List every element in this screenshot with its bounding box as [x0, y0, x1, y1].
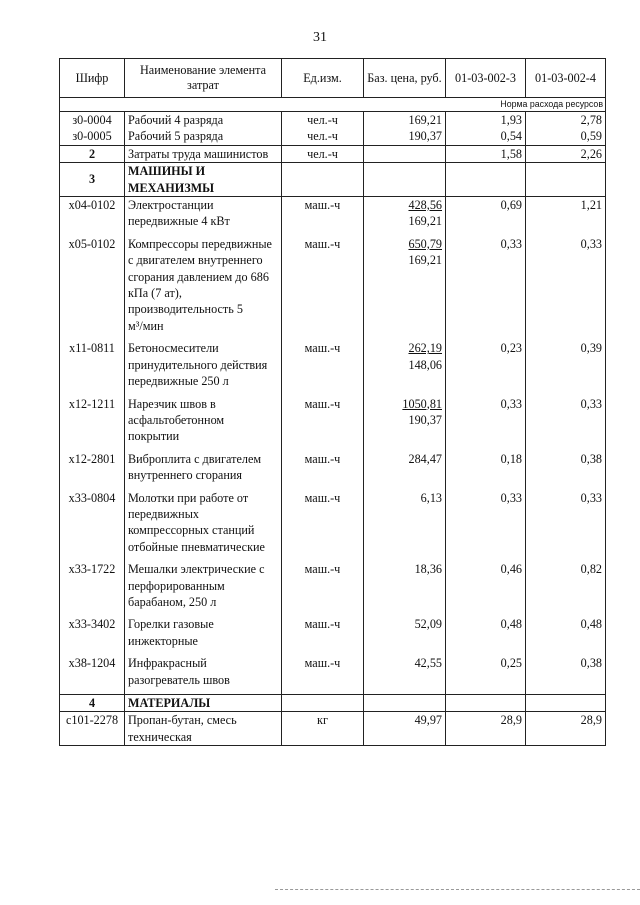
row-unit: чел.-ч [282, 128, 364, 145]
row-name-line: Пропан-бутан, смесь [128, 713, 237, 728]
row-unit: маш.-ч [282, 197, 364, 236]
row-value-1: 0,18 [446, 451, 526, 490]
table-row [60, 128, 606, 145]
row-value-1: 0,23 [446, 340, 526, 395]
row-price-main: 49,97 [414, 713, 442, 728]
row-name-line: покрытии [128, 429, 180, 444]
row-value-1: 0,33 [446, 396, 526, 451]
section-4-unit [282, 695, 364, 712]
section-4-name: МАТЕРИАЛЫ [125, 695, 282, 712]
section-4-value-2 [526, 695, 606, 712]
row-name-line: Электростанции [128, 198, 214, 213]
row-name [125, 490, 282, 562]
row-name-line: передвижные 4 кВт [128, 214, 230, 229]
row-value-1: 0,25 [446, 655, 526, 694]
row-price [364, 340, 446, 395]
section-2-row [60, 145, 606, 162]
row-name: Рабочий 4 разряда [125, 112, 282, 129]
row-value-2: 0,33 [526, 396, 606, 451]
row-price [364, 561, 446, 616]
section-3-value-2 [526, 163, 606, 197]
row-name: Рабочий 5 разряда [125, 128, 282, 145]
row-code: х38-1204 [60, 655, 125, 694]
row-code: х11-0811 [60, 340, 125, 395]
row-price-secondary: 169,21 [408, 253, 442, 268]
row-price [364, 451, 446, 490]
row-price-main: 284,47 [408, 451, 442, 466]
row-name [125, 451, 282, 490]
bottom-divider [275, 889, 640, 890]
row-name-line: асфальтобетонном [128, 412, 225, 427]
row-name [125, 616, 282, 655]
row-name [125, 236, 282, 340]
row-name-line: производительность 5 [128, 302, 243, 317]
row-name-line: кПа (7 ат), [128, 286, 182, 301]
row-unit: маш.-ч [282, 561, 364, 616]
row-code: х12-2801 [60, 451, 125, 490]
row-name-line: м³/мин [128, 318, 164, 333]
row-name-line: разогреватель швов [128, 672, 230, 687]
row-name-line: инжекторные [128, 633, 198, 648]
table-header-row [60, 59, 606, 98]
row-code: с101-2278 [60, 712, 125, 746]
row-unit: маш.-ч [282, 655, 364, 694]
section-4-value-1 [446, 695, 526, 712]
row-price [364, 236, 446, 340]
row-code: з0-0004 [60, 112, 125, 129]
row-price-secondary: 190,37 [408, 412, 442, 427]
row-price-main: 1050,81 [402, 396, 442, 411]
section-3-name-line: МАШИНЫ И [128, 164, 206, 179]
row-code: х12-1211 [60, 396, 125, 451]
row-name-line: принудительного действия [128, 357, 268, 372]
row-name [125, 396, 282, 451]
row-value-2: 0,48 [526, 616, 606, 655]
row-price: 190,37 [364, 128, 446, 145]
row-price [364, 396, 446, 451]
machines-body [60, 197, 606, 695]
table-row [60, 112, 606, 129]
section-2-unit: чел.-ч [282, 145, 364, 162]
row-name-line: отбойные пневматические [128, 539, 265, 554]
row-name-line: Нарезчик швов в [128, 396, 216, 411]
header-name: Наименование элемента затрат [125, 59, 282, 98]
resource-norms-table [59, 58, 606, 746]
row-unit: кг [282, 712, 364, 746]
row-code: х05-0102 [60, 236, 125, 340]
row-price [364, 655, 446, 694]
table-row [60, 655, 606, 694]
row-price-secondary: 169,21 [408, 214, 442, 229]
section-3-row [60, 163, 606, 197]
row-name-line: передвижные 250 л [128, 374, 229, 389]
header-col2: 01-03-002-4 [526, 59, 606, 98]
table-row [60, 490, 606, 562]
row-spacer [128, 688, 278, 694]
row-value-1: 0,69 [446, 197, 526, 236]
row-value-2: 0,38 [526, 655, 606, 694]
row-unit: маш.-ч [282, 490, 364, 562]
row-price [364, 616, 446, 655]
row-name-line: Горелки газовые [128, 617, 214, 632]
row-value-1: 1,93 [446, 112, 526, 129]
header-col1: 01-03-002-3 [446, 59, 526, 98]
table-row [60, 197, 606, 236]
row-name-line: Молотки при работе от [128, 490, 249, 505]
header-price: Баз. цена, руб. [364, 59, 446, 98]
row-code: х04-0102 [60, 197, 125, 236]
row-unit: маш.-ч [282, 616, 364, 655]
row-price-secondary: 148,06 [408, 357, 442, 372]
row-value-1: 0,33 [446, 236, 526, 340]
row-value-2: 0,33 [526, 490, 606, 562]
section-4-price [364, 695, 446, 712]
table-row [60, 451, 606, 490]
row-value-2: 28,9 [526, 712, 606, 746]
row-value-1: 0,46 [446, 561, 526, 616]
row-price: 169,21 [364, 112, 446, 129]
section-3-unit [282, 163, 364, 197]
row-price-main: 52,09 [414, 617, 442, 632]
row-name-line: Виброплита с двигателем [128, 451, 262, 466]
row-name [125, 197, 282, 236]
row-name-line: перфорированным [128, 578, 225, 593]
row-code: х33-0804 [60, 490, 125, 562]
row-name-line: Инфракрасный [128, 656, 207, 671]
section-2-price [364, 145, 446, 162]
row-name [125, 655, 282, 694]
row-value-2: 0,38 [526, 451, 606, 490]
section-4-row [60, 695, 606, 712]
row-name-line: Бетоносмесители [128, 341, 219, 356]
row-name-line: внутреннего сгорания [128, 468, 242, 483]
section-3-price [364, 163, 446, 197]
table-row [60, 616, 606, 655]
row-name-line: Мешалки электрические с [128, 562, 265, 577]
section-3-code: 3 [60, 163, 125, 197]
row-price-main: 650,79 [408, 236, 442, 251]
section-3-value-1 [446, 163, 526, 197]
header-code: Шифр [60, 59, 125, 98]
row-unit: маш.-ч [282, 451, 364, 490]
row-code: х33-3402 [60, 616, 125, 655]
row-name-line: компрессорных станций [128, 523, 255, 538]
row-price-main: 428,56 [408, 198, 442, 213]
table-row [60, 561, 606, 616]
row-name-line: сгорания давлением до 686 [128, 269, 269, 284]
row-price-main: 6,13 [420, 490, 442, 505]
row-name-line: барабаном, 250 л [128, 594, 217, 609]
row-value-2: 0,59 [526, 128, 606, 145]
row-unit: чел.-ч [282, 112, 364, 129]
row-price-main: 42,55 [414, 656, 442, 671]
subheader-row [60, 98, 606, 112]
table-row [60, 340, 606, 395]
row-name-line: передвижных [128, 506, 199, 521]
row-value-2: 2,78 [526, 112, 606, 129]
section-2-code: 2 [60, 145, 125, 162]
row-name-line: техническая [128, 729, 192, 744]
row-value-2: 1,21 [526, 197, 606, 236]
row-value-1: 28,9 [446, 712, 526, 746]
row-name-line: с двигателем внутреннего [128, 253, 263, 268]
row-value-2: 0,33 [526, 236, 606, 340]
page-number: 31 [313, 30, 327, 45]
row-unit: маш.-ч [282, 236, 364, 340]
materials-body [60, 712, 606, 746]
section-2-value-2: 2,26 [526, 145, 606, 162]
section-4-code: 4 [60, 695, 125, 712]
section-3-name [125, 163, 282, 197]
row-name [125, 561, 282, 616]
subheader-label: Норма расхода ресурсов [60, 98, 606, 112]
row-unit: маш.-ч [282, 396, 364, 451]
row-price-main: 262,19 [408, 341, 442, 356]
table-row [60, 236, 606, 340]
row-value-2: 0,39 [526, 340, 606, 395]
row-value-1: 0,54 [446, 128, 526, 145]
section-3-name-line: МЕХАНИЗМЫ [128, 180, 215, 195]
row-price [364, 490, 446, 562]
section-2-value-1: 1,58 [446, 145, 526, 162]
table-row [60, 396, 606, 451]
section-2-name: Затраты труда машинистов [125, 145, 282, 162]
row-unit: маш.-ч [282, 340, 364, 395]
table-row [60, 712, 606, 746]
row-code: х33-1722 [60, 561, 125, 616]
row-name-line: Компрессоры передвижные [128, 236, 272, 251]
row-name [125, 712, 282, 746]
header-unit: Ед.изм. [282, 59, 364, 98]
row-price [364, 197, 446, 236]
row-code: з0-0005 [60, 128, 125, 145]
row-name [125, 340, 282, 395]
row-value-1: 0,33 [446, 490, 526, 562]
row-price [364, 712, 446, 746]
row-value-2: 0,82 [526, 561, 606, 616]
row-value-1: 0,48 [446, 616, 526, 655]
row-price-main: 18,36 [414, 562, 442, 577]
